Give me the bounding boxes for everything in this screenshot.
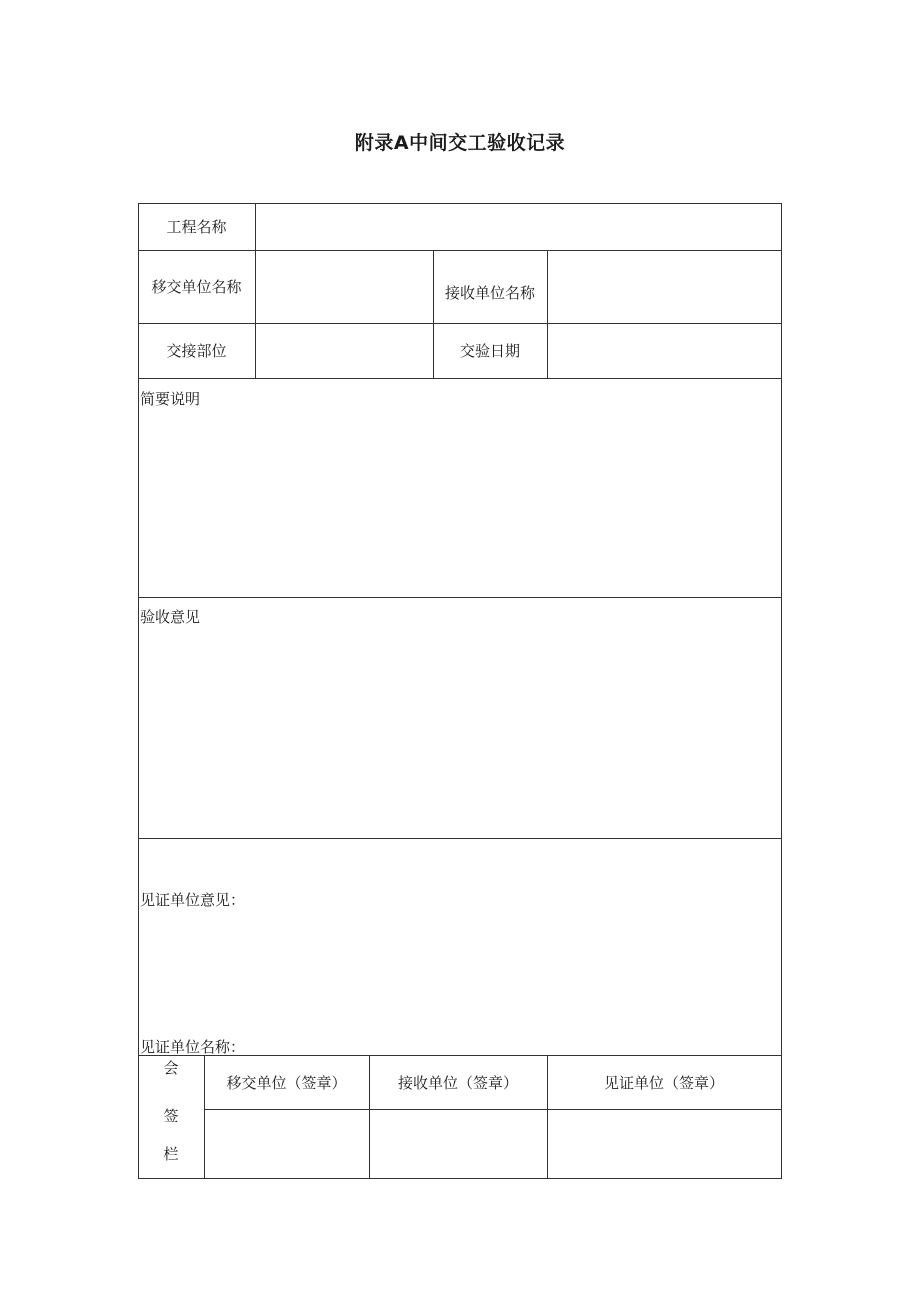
table-border-bottom xyxy=(138,1178,782,1179)
transfer-unit-label: 移交单位名称 xyxy=(151,278,242,296)
witness-opinion-area[interactable] xyxy=(139,912,781,1032)
acceptance-opinion-area[interactable] xyxy=(139,628,781,837)
transfer-unit-field[interactable] xyxy=(256,251,433,323)
project-name-field[interactable] xyxy=(256,204,781,250)
receiving-unit-field[interactable] xyxy=(548,251,781,323)
countersign-col-transfer: 移交单位（签章） xyxy=(226,1074,347,1092)
table-border-right xyxy=(781,203,782,1179)
witness-opinion-label: 见证单位意见： xyxy=(140,891,246,909)
acceptance-opinion-label: 验收意见 xyxy=(140,608,201,626)
countersign-side-char: 栏 xyxy=(163,1145,179,1163)
countersign-col-receiving: 接收单位（签章） xyxy=(397,1074,518,1092)
row-divider xyxy=(138,838,782,839)
acceptance-date-label: 交验日期 xyxy=(459,342,520,360)
witness-name-label: 见证单位名称： xyxy=(140,1038,246,1056)
row-divider xyxy=(138,378,782,379)
brief-description-area[interactable] xyxy=(139,410,781,596)
countersign-col-witness: 见证单位（签章） xyxy=(603,1074,724,1092)
acceptance-date-field[interactable] xyxy=(548,324,781,378)
countersign-side-char: 签 xyxy=(163,1107,179,1125)
receiving-unit-label: 接收单位名称 xyxy=(444,284,535,302)
handover-part-label: 交接部位 xyxy=(166,342,227,360)
row-divider xyxy=(138,597,782,598)
transfer-signature-cell[interactable] xyxy=(205,1110,369,1178)
receiving-signature-cell[interactable] xyxy=(370,1110,547,1178)
handover-part-field[interactable] xyxy=(256,324,433,378)
brief-description-label: 简要说明 xyxy=(140,390,201,408)
page-title: 附录A中间交工验收记录 xyxy=(354,132,566,154)
countersign-side-char: 会 xyxy=(163,1059,179,1077)
project-name-label: 工程名称 xyxy=(166,218,227,236)
witness-signature-cell[interactable] xyxy=(548,1110,781,1178)
